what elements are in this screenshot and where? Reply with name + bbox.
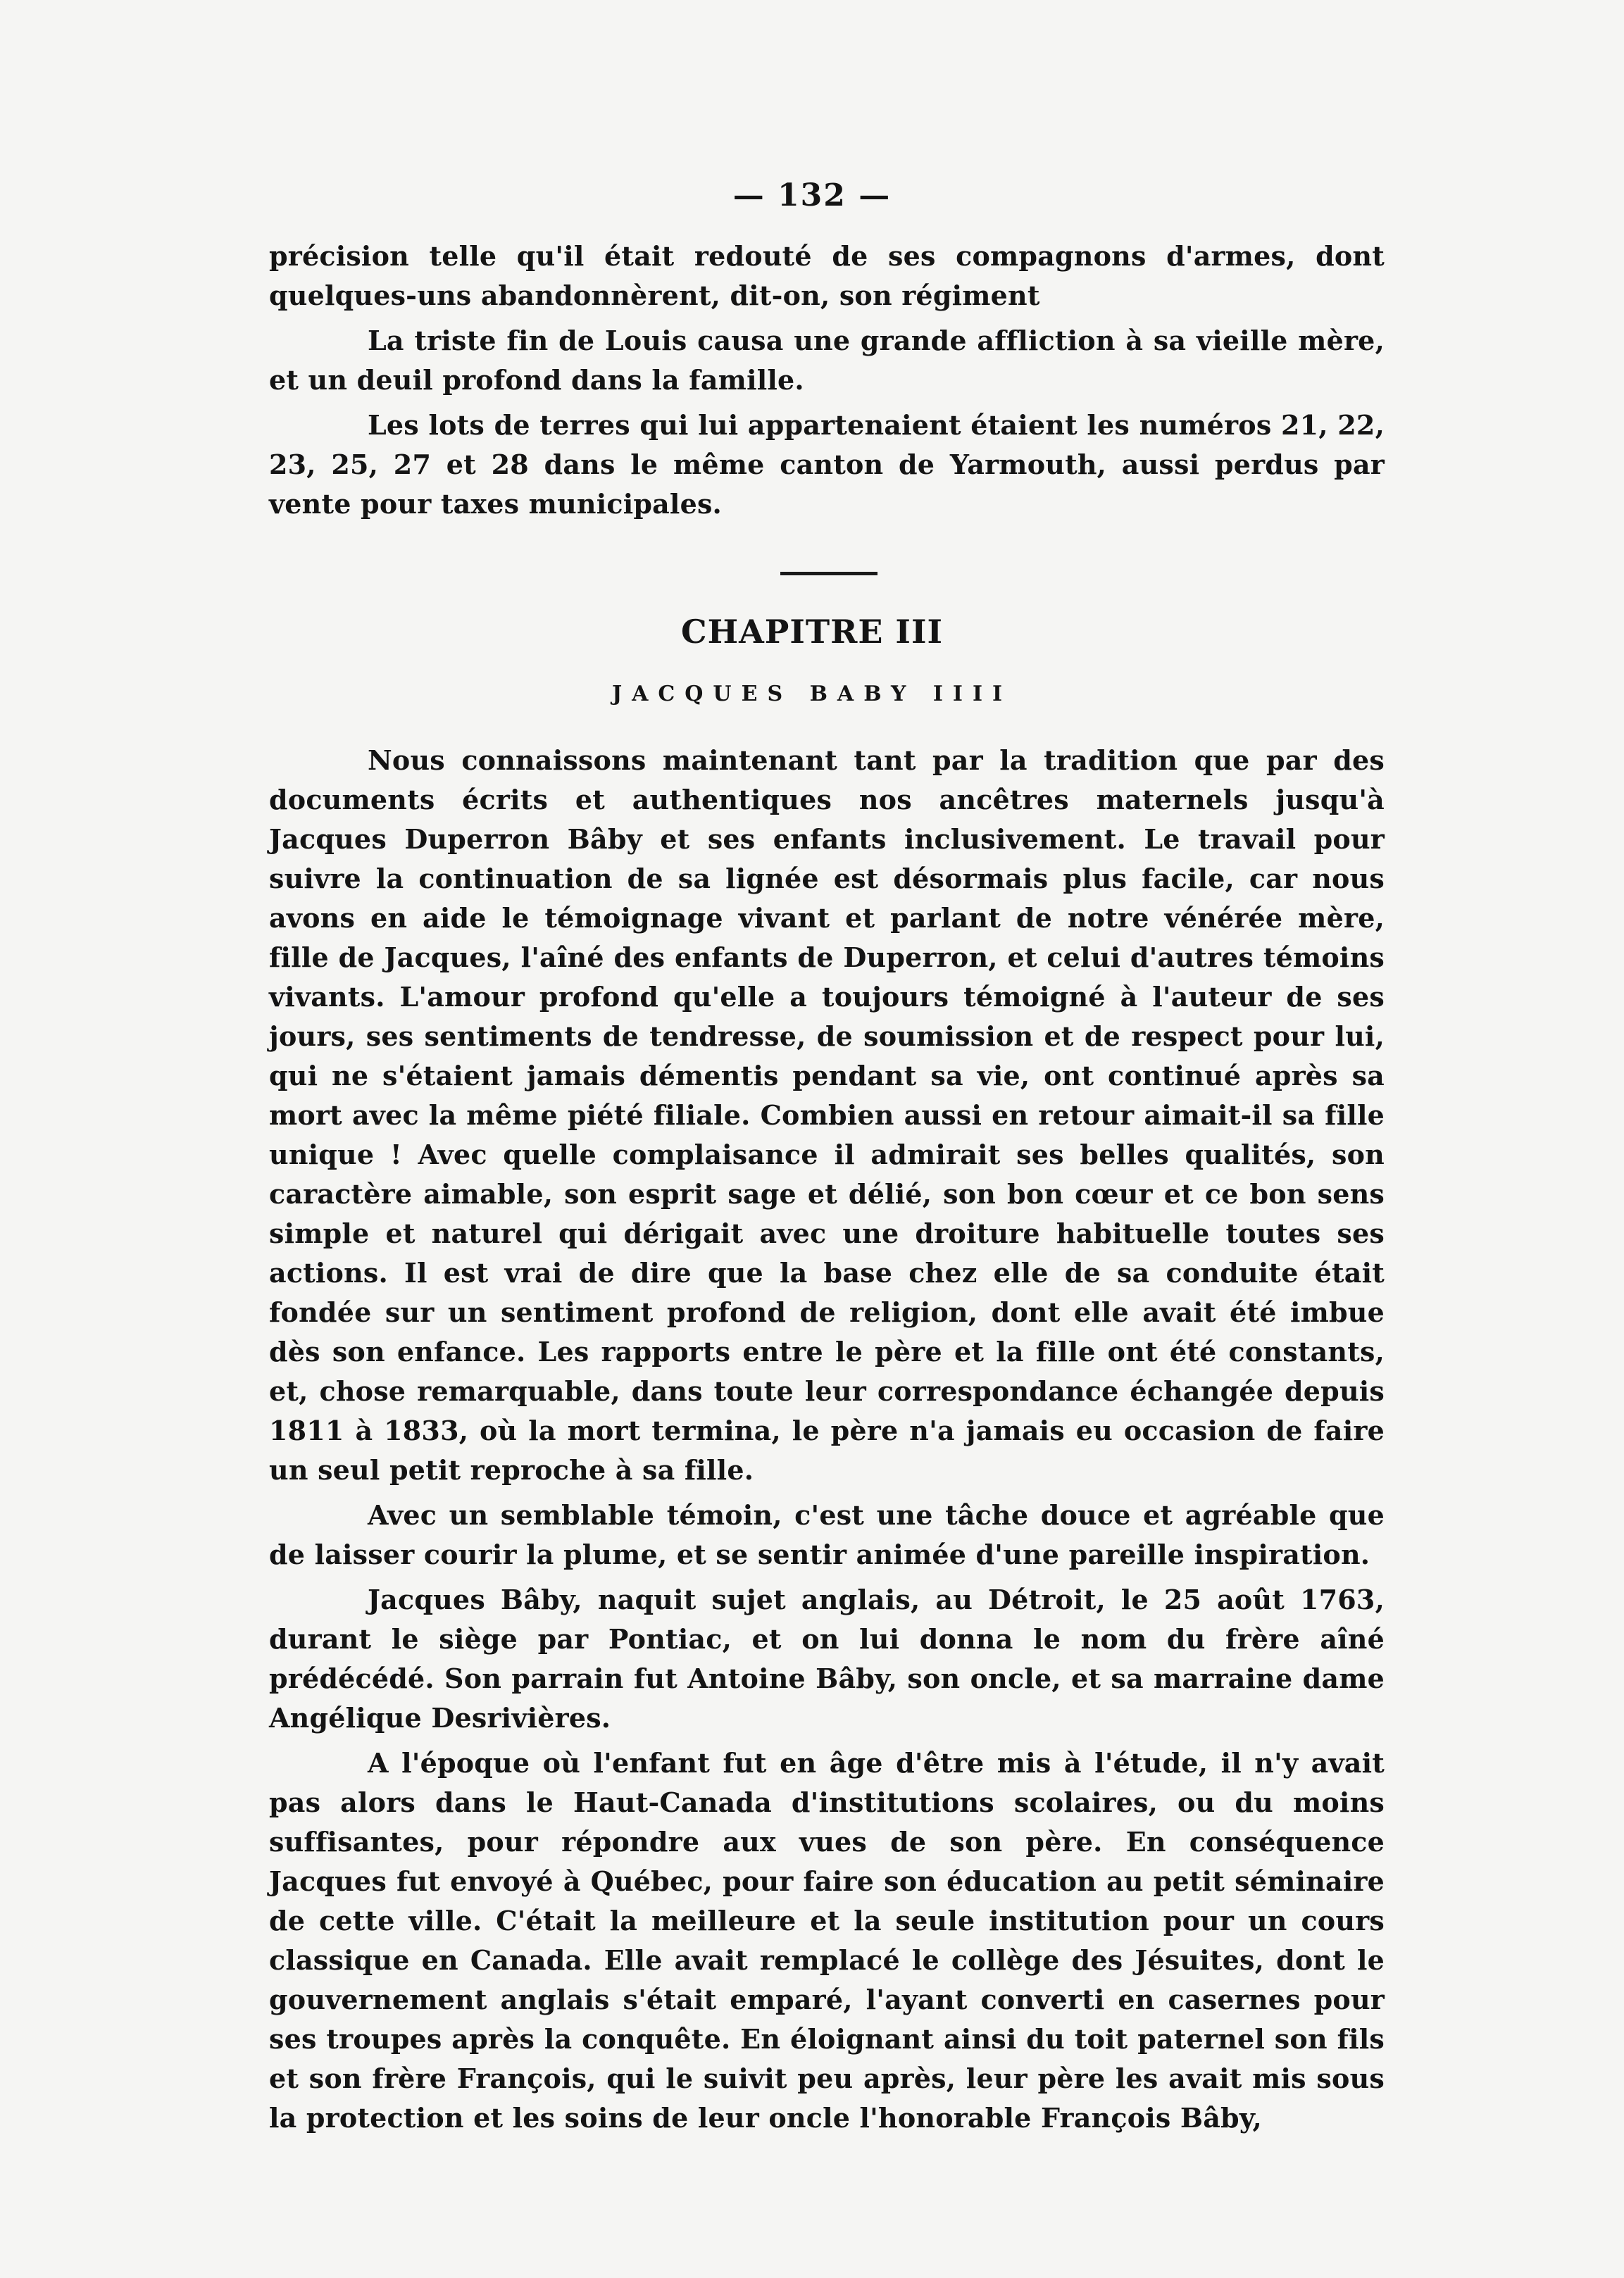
chapter-title: CHAPITRE III [681,613,943,651]
chapter-body [269,741,1385,2138]
paragraph-birth: Jacques Bâby, naquit sujet anglais, au Détroit, le 25 août 1763, durant le siège par Pontiac, et on lui donna le nom du frère aîné prédécédé. Son parrain fut Antoine Bâby, son oncle, et sa marraine dame Angélique Desrivières. [269,1584,1385,1734]
top-text-block [269,237,1385,524]
chapter-subtitle: JACQUES BABY IIII [611,682,1013,706]
paragraph-ancestors: Nous connaissons maintenant tant par la tradition que par des documents écrits et authentiques nos ancêtres maternels jusqu'à Jacques Duperron Bâby et ses enfants inclusivement. Le travail pour suivre la continuation de sa lignée est désormais plus facile, car nous avons en aide le témoignage vivant et parlant de notre vénérée mère, fille de Jacques, l'aîné des enfants de Duperron, et celui d'autres témoins vivants. L'amour profond qu'elle a toujours témoigné à l'auteur de ses jours, ses sentiments de tendresse, de soumission et de respect pour lui, qui ne s'étaient jamais démentis pendant sa vie, ont continué après sa mort avec la même piété filiale. Combien aussi en retour aimait-il sa fille unique ! Avec quelle complaisance il admirait ses belles qualités, son caractère aimable, son esprit sage et délié, son bon cœur et ce bon sens simple et naturel qui dérigait avec une droiture habituelle toutes ses actions. Il est vrai de dire que la base chez elle de sa conduite était fondée sur un sentiment profond de religion, dont elle avait été imbue dès son enfance. Les rapports entre le père et la fille ont été constants, et, chose remarquable, dans toute leur correspondance échangée depuis 1811 à 1833, où la mort termina, le père n'a jamais eu occasion de faire un seul petit reproche à sa fille. [269,744,1385,1486]
section-divider [780,572,877,575]
paragraph-louis-end: La triste fin de Louis causa une grande affliction à sa vieille mère, et un deuil profond dans la famille. [269,325,1385,396]
page-number: — 132 — [732,177,892,213]
paragraph-continuation: précision telle qu'il était redouté de ses compagnons d'armes, dont quelques-uns abandonnèrent, dit-on, son régiment [269,240,1385,311]
paragraph-land-lots: Les lots de terres qui lui appartenaient étaient les numéros 21, 22, 23, 25, 27 et 28 dans le même canton de Yarmouth, aussi perdus par vente pour taxes municipales. [269,409,1385,520]
paragraph-witness: Avec un semblable témoin, c'est une tâche douce et agréable que de laisser courir la plume, et se sentir animée d'une pareille inspiration. [269,1499,1385,1570]
paragraph-education: A l'époque où l'enfant fut en âge d'être mis à l'étude, il n'y avait pas alors dans le Haut-Canada d'institutions scolaires, ou du moins suffisantes, pour répondre aux vues de son père. En conséquence Jacques fut envoyé à Québec, pour faire son éducation au petit séminaire de cette ville. C'était la meilleure et la seule institution pour un cours classique en Canada. Elle avait remplacé le collège des Jésuites, dont le gouvernement anglais s'était emparé, l'ayant converti en casernes pour ses troupes après la conquête. En éloignant ainsi du toit paternel son fils et son frère François, qui le suivit peu après, leur père les avait mis sous la protection et les soins de leur oncle l'honorable François Bâby, [269,1747,1385,2134]
